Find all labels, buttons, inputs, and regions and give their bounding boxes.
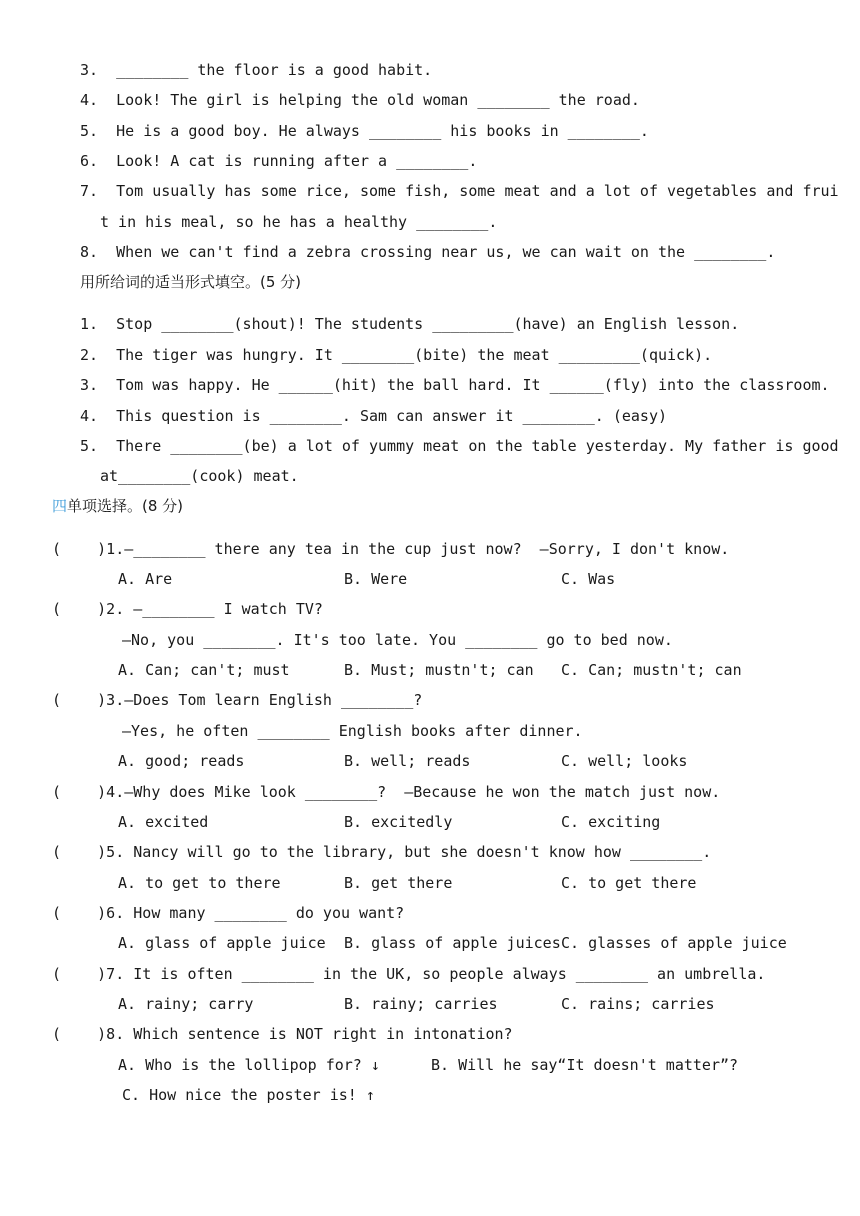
question-5: ( )5. Nancy will go to the library, but she doesn't know how ________. — [52, 843, 712, 861]
forms-item-5: 5. There ________(be) a lot of yummy meat on the table yesterday. My father is good — [80, 437, 839, 455]
fill-item-8: 8. When we can't find a zebra crossing near us, we can wait on the ________. — [80, 243, 776, 261]
q3-response: —Yes, he often ________ English books after dinner. — [122, 722, 583, 740]
fill-item-7: 7. Tom usually has some rice, some fish, some meat and a lot of vegetables and frui — [80, 182, 839, 200]
q6-option-c: C. glasses of apple juice — [561, 934, 787, 952]
q2-option-c: C. Can; mustn't; can — [561, 661, 742, 679]
question-8: ( )8. Which sentence is NOT right in intonation? — [52, 1025, 513, 1043]
forms-item-5-cont: at________(cook) meat. — [100, 467, 299, 485]
q1-option-b: B. Were — [344, 570, 408, 588]
fill-item-3: 3. ________ the floor is a good habit. — [80, 61, 433, 79]
forms-item-2: 2. The tiger was hungry. It ________(bite) the meat _________(quick). — [80, 346, 713, 364]
q4-option-c: C. exciting — [561, 813, 661, 831]
q2-option-a: A. Can; can't; must — [118, 661, 290, 679]
question-1: ( )1.—________ there any tea in the cup just now? —Sorry, I don't know. — [52, 540, 730, 558]
question-3: ( )3.—Does Tom learn English ________? — [52, 691, 423, 709]
q6-option-b: B. glass of apple juices — [344, 934, 561, 952]
forms-heading: 用所给词的适当形式填空。(5 分) — [80, 273, 302, 291]
fill-item-6: 6. Look! A cat is running after a ________. — [80, 152, 478, 170]
choice-heading — [52, 497, 183, 515]
q5-option-a: A. to get to there — [118, 874, 281, 892]
question-6: ( )6. How many ________ do you want? — [52, 904, 405, 922]
q5-option-b: B. get there — [344, 874, 453, 892]
fill-item-5: 5. He is a good boy. He always ________ his books in ________. — [80, 122, 649, 140]
q8-option-a: A. Who is the lollipop for? ↓ — [118, 1056, 380, 1074]
fill-item-7-cont: t in his meal, so he has a healthy ________. — [100, 213, 498, 231]
q7-option-a: A. rainy; carry — [118, 995, 254, 1013]
q6-option-a: A. glass of apple juice — [118, 934, 326, 952]
choice-heading-number: 四 — [52, 497, 68, 515]
q3-option-a: A. good; reads — [118, 752, 245, 770]
q8-option-b: B. Will he say“It doesn't matter”? — [431, 1056, 739, 1074]
forms-item-4: 4. This question is ________. Sam can answer it ________. (easy) — [80, 407, 667, 425]
q8-option-c: C. How nice the poster is! ↑ — [122, 1086, 375, 1104]
q4-option-a: A. excited — [118, 813, 209, 831]
q2-response: —No, you ________. It's too late. You ________ go to bed now. — [122, 631, 673, 649]
q5-option-c: C. to get there — [561, 874, 697, 892]
q4-option-b: B. excitedly — [344, 813, 453, 831]
question-2: ( )2. —________ I watch TV? — [52, 600, 323, 618]
q3-option-b: B. well; reads — [344, 752, 471, 770]
fill-item-4: 4. Look! The girl is helping the old woman ________ the road. — [80, 91, 640, 109]
q1-option-a: A. Are — [118, 570, 173, 588]
q3-option-c: C. well; looks — [561, 752, 688, 770]
choice-heading-text: 单项选择。(8 分) — [67, 497, 184, 515]
forms-item-3: 3. Tom was happy. He ______(hit) the ball hard. It ______(fly) into the classroom. — [80, 376, 830, 394]
question-4: ( )4.—Why does Mike look ________? —Because he won the match just now. — [52, 783, 721, 801]
q1-option-c: C. Was — [561, 570, 616, 588]
forms-item-1: 1. Stop ________(shout)! The students _________(have) an English lesson. — [80, 315, 740, 333]
question-7: ( )7. It is often ________ in the UK, so people always ________ an umbrella. — [52, 965, 766, 983]
q7-option-c: C. rains; carries — [561, 995, 715, 1013]
q2-option-b: B. Must; mustn't; can — [344, 661, 534, 679]
q7-option-b: B. rainy; carries — [344, 995, 498, 1013]
